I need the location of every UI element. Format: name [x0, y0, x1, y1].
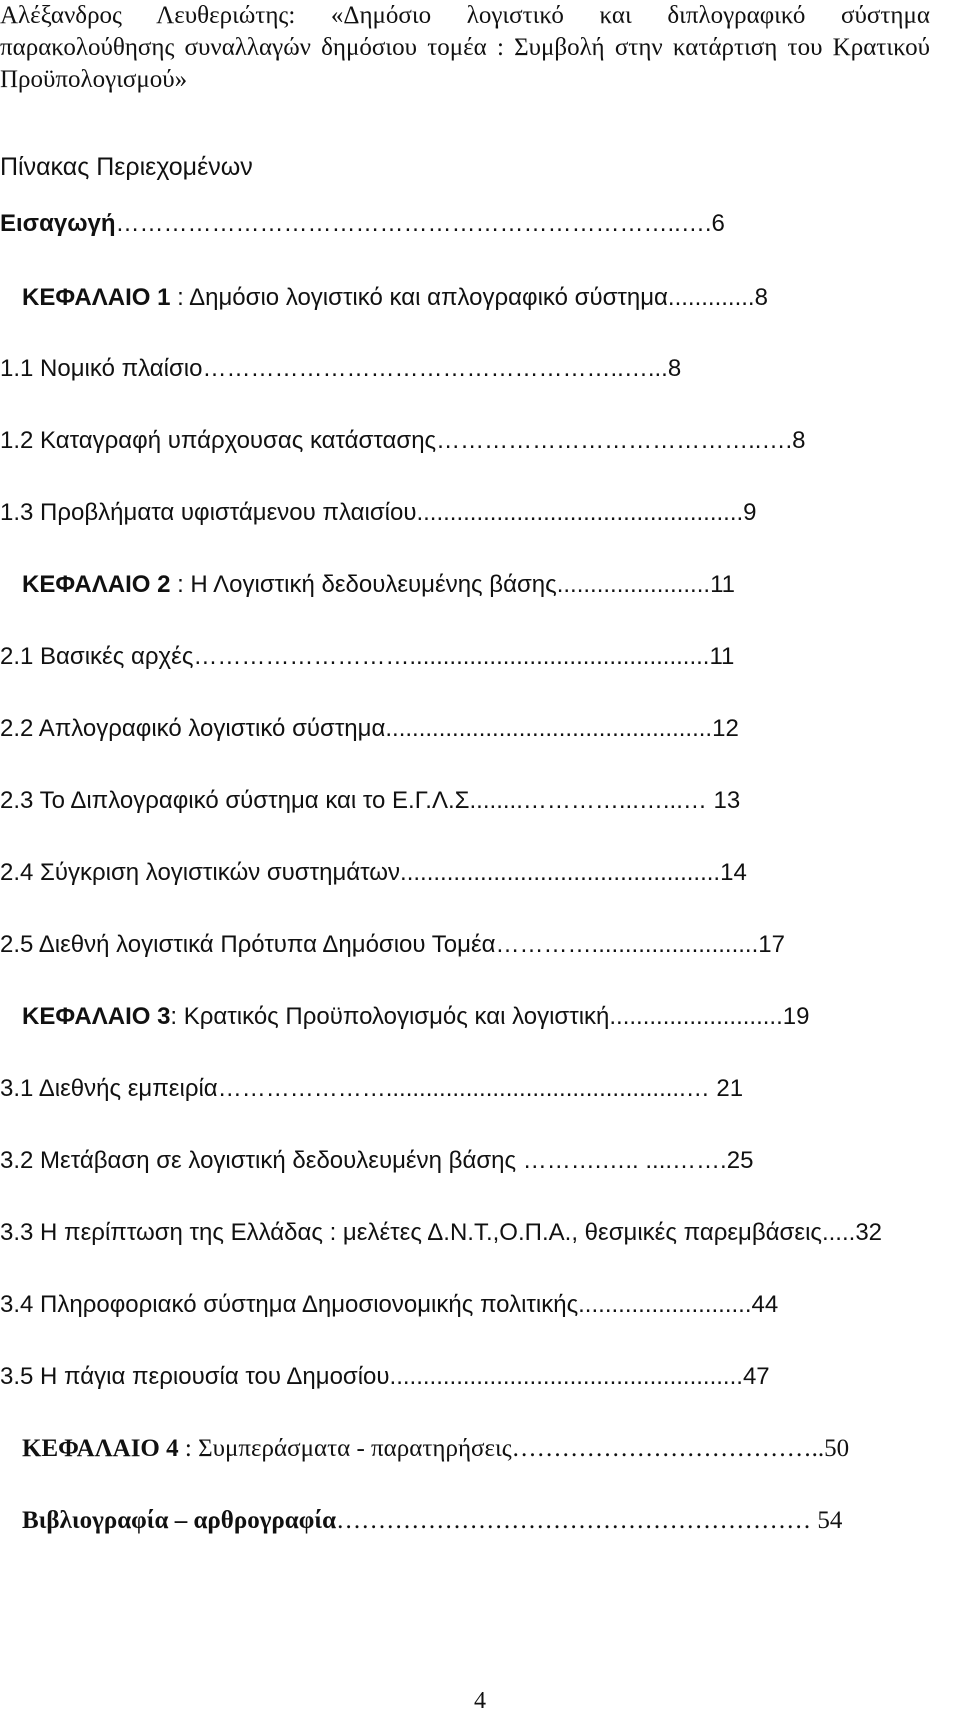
toc-entry-label: 1.2 Καταγραφή υπάρχουσας κατάστασης: [0, 427, 437, 454]
toc-entry-label: 3.5 Η πάγια περιουσία του Δημοσίου: [0, 1363, 390, 1390]
toc-entry-2-4[interactable]: [0, 858, 747, 888]
toc-entry-leader: ……………………………………………………………..….: [115, 210, 712, 237]
toc-entry-leader: .....: [821, 1219, 856, 1246]
toc-entry-3-5[interactable]: [0, 1362, 770, 1392]
toc-entry-page: 14: [720, 859, 747, 886]
toc-entry-2-2[interactable]: [0, 714, 739, 744]
toc-entry-2-5[interactable]: [0, 930, 785, 960]
toc-entry-page: 21: [716, 1075, 744, 1102]
toc-entry-page: 8: [754, 284, 768, 311]
toc-entry-label: 2.2 Απλογραφικό λογιστικό σύστημα: [0, 715, 386, 742]
toc-entry-label: 2.4 Σύγκριση λογιστικών συστημάτων: [0, 859, 401, 886]
toc-entry-chapter-1[interactable]: [22, 283, 768, 313]
toc-entry-leader: …………………………………..….: [436, 427, 793, 454]
toc-entry-label: 3.4 Πληροφοριακό σύστημα Δημοσιονομικής πολιτικής: [0, 1291, 579, 1318]
toc-entry-label: Εισαγωγή: [0, 210, 116, 237]
toc-entry-label: ΚΕΦΑΛΑΙΟ 4: [22, 1435, 179, 1462]
toc-entry-chapter-2[interactable]: [22, 570, 735, 600]
toc-entry-bibliography[interactable]: [22, 1506, 842, 1536]
toc-entry-label: 3.1 Διεθνής εμπειρία: [0, 1075, 218, 1102]
toc-entry-label: 2.5 Διεθνή λογιστικά Πρότυπα Δημόσιου Τομέα: [0, 931, 496, 958]
toc-entry-page: 11: [710, 571, 735, 598]
toc-entry-title: : Συμπεράσματα - παρατηρήσεις: [178, 1435, 512, 1462]
toc-entry-title: : Η Λογιστική δεδουλευμένης βάσης: [170, 571, 557, 598]
toc-entry-label: 3.3 Η περίπτωση της Ελλάδας : μελέτες Δ.Ν.Τ.,Ο.Π.Α., θεσμικές παρεμβάσεις: [0, 1219, 822, 1246]
toc-entry-3-4[interactable]: [0, 1290, 778, 1320]
toc-entry-label: 1.1 Νομικό πλαίσιο: [0, 355, 203, 382]
toc-title: Πίνακας Περιεχομένων: [0, 153, 253, 181]
toc-entry-label: 1.3 Προβλήματα υφιστάμενου πλαισίου: [0, 499, 417, 526]
toc-entry-1-1[interactable]: [0, 354, 681, 384]
toc-entry-page: 32: [855, 1219, 883, 1246]
toc-entry-leader: ……………………….............................................: [193, 643, 710, 670]
toc-entry-title: : Κρατικός Προϋπολογισμός και λογιστική: [170, 1003, 610, 1030]
toc-entry-leader: ................................................: [400, 859, 721, 886]
toc-entry-introduction[interactable]: [0, 209, 725, 239]
toc-entry-leader: ……………………………………………..…...: [202, 355, 668, 382]
toc-entry-label: 3.2 Μετάβαση σε λογιστική δεδουλευμένη βάσης: [0, 1147, 517, 1174]
toc-entry-3-2[interactable]: [0, 1146, 753, 1176]
toc-entry-leader: ………………………………..: [511, 1435, 825, 1462]
toc-entry-page: 47: [742, 1363, 770, 1390]
toc-entry-page: 9: [743, 499, 757, 526]
toc-entry-3-1[interactable]: [0, 1074, 743, 1104]
toc-entry-2-3[interactable]: [0, 786, 740, 816]
toc-entry-leader: .............: [667, 284, 755, 311]
toc-entry-label: ΚΕΦΑΛΑΙΟ 2: [22, 571, 171, 598]
toc-entry-1-3[interactable]: [0, 498, 757, 528]
toc-entry-leader: ………….........................: [495, 931, 759, 958]
toc-entry-page: 44: [751, 1291, 779, 1318]
toc-entry-label: 2.1 Βασικές αρχές: [0, 643, 194, 670]
toc-entry-2-1[interactable]: [0, 642, 734, 672]
toc-entry-label: Βιβλιογραφία – αρθρογραφία: [22, 1507, 337, 1534]
toc-entry-page: 8: [792, 427, 806, 454]
toc-entry-3-3[interactable]: [0, 1218, 882, 1248]
toc-entry-leader: .................................................: [385, 715, 713, 742]
toc-entry-page: 12: [712, 715, 739, 742]
toc-entry-page: 6: [711, 210, 725, 237]
toc-entry-leader: ........…………...…...…: [469, 787, 714, 814]
toc-entry-1-2[interactable]: [0, 426, 806, 456]
toc-entry-label: ΚΕΦΑΛΑΙΟ 1: [22, 284, 171, 311]
toc-entry-leader: .....................................................: [389, 1363, 743, 1390]
toc-entry-leader: .................................................: [416, 499, 744, 526]
toc-entry-page: 17: [758, 931, 785, 958]
toc-entry-leader: …………………………………………………: [336, 1507, 818, 1534]
toc-entry-leader: ..........................: [609, 1003, 783, 1030]
toc-entry-leader: ……….….. ....…….: [516, 1147, 727, 1174]
toc-entry-page: 11: [709, 643, 735, 670]
toc-entry-leader: .......................: [556, 571, 711, 598]
toc-entry-page: 54: [817, 1507, 843, 1534]
toc-entry-page: 50: [824, 1435, 850, 1462]
toc-entry-page: 25: [726, 1147, 754, 1174]
document-header: Αλέξανδρος Λευθεριώτης: «Δημόσιο λογιστικό και διπλογραφικό σύστημα παρακολούθησης συναλλαγών δημόσιου τομέα : Συμβολή στην κατάρτιση του Κρατικού Προϋπολογισμού»: [0, 2, 930, 93]
toc-entry-label: 2.3 Το Διπλογραφικό σύστημα και το Ε.Γ.Λ.Σ: [0, 787, 470, 814]
toc-entry-leader: ..........................: [578, 1291, 752, 1318]
toc-entry-chapter-4[interactable]: [22, 1434, 849, 1464]
toc-entry-page: 8: [667, 355, 682, 382]
toc-entry-page: 13: [713, 787, 741, 814]
toc-entry-title: : Δημόσιο λογιστικό και απλογραφικό σύστημα: [170, 284, 668, 311]
toc-entry-leader: ………………….............................................…: [217, 1075, 717, 1102]
page-number: 4: [474, 1688, 486, 1714]
toc-entry-page: 19: [782, 1003, 810, 1030]
toc-entry-label: ΚΕΦΑΛΑΙΟ 3: [22, 1003, 171, 1030]
toc-entry-chapter-3[interactable]: [22, 1002, 809, 1032]
